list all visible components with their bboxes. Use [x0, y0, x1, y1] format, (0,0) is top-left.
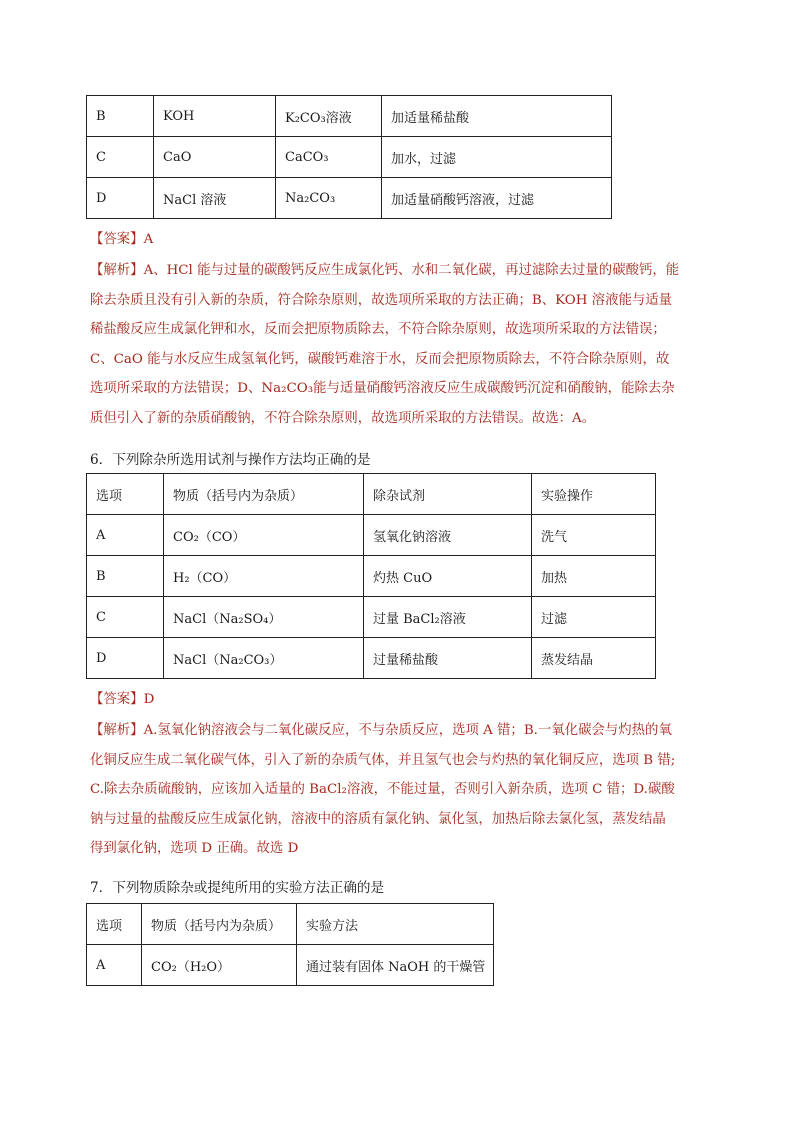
- table-cell: K₂CO₃溶液: [276, 96, 382, 137]
- table-header-cell: 选项: [87, 904, 142, 945]
- table-row: [87, 178, 612, 219]
- table-header-row: [87, 474, 656, 515]
- table-q6-options: [86, 473, 656, 679]
- table-cell: NaCl（Na₂SO₄）: [164, 597, 364, 638]
- table-cell: 过量稀盐酸: [364, 638, 532, 679]
- table-row: [87, 96, 612, 137]
- analysis-line: 化铜反应生成二氧化碳气体，引入了新的杂质气体，并且氢气也会与灼热的氧化铜反应，选项 B 错;: [90, 752, 676, 768]
- table-cell: B: [87, 96, 154, 137]
- table-cell: 灼热 CuO: [364, 556, 532, 597]
- table-cell: CO₂（H₂O）: [142, 945, 297, 986]
- table-cell: 加热: [532, 556, 656, 597]
- analysis-label: 【解析】: [90, 263, 144, 278]
- table-q7-options: [86, 903, 494, 986]
- table-cell: A: [87, 515, 164, 556]
- analysis-line: 质但引入了新的杂质硝酸钠，不符合除杂原则，故选项所采取的方法错误。故选：A。: [90, 410, 596, 426]
- table-header-cell: 除杂试剂: [364, 474, 532, 515]
- table-row: [87, 597, 656, 638]
- answer-label: 【答案】: [90, 232, 144, 247]
- analysis-line: A、HCl 能与过量的碳酸钙反应生成氯化钙、水和二氧化碳，再过滤除去过量的碳酸钙，能: [143, 263, 680, 278]
- table-cell: D: [87, 178, 154, 219]
- table-row: [87, 515, 656, 556]
- table-row: [87, 945, 494, 986]
- analysis-label: 【解析】: [90, 723, 144, 738]
- table-cell: CO₂（CO）: [164, 515, 364, 556]
- analysis-line: C、CaO 能与水反应生成氢氧化钙，碳酸钙难溶于水，反而会把原物质除去，不符合除杂原则，故: [90, 351, 670, 367]
- table-cell: 通过装有固体 NaOH 的干燥管: [297, 945, 494, 986]
- table-cell: B: [87, 556, 164, 597]
- table-cell: NaCl（Na₂CO₃）: [164, 638, 364, 679]
- question-6-stem: 6．下列除杂所选用试剂与操作方法均正确的是: [90, 452, 371, 468]
- table-q5-options: [86, 95, 612, 219]
- table-cell: 过滤: [532, 597, 656, 638]
- analysis-line: A.氢氧化钠溶液会与二氧化碳反应，不与杂质反应，选项 A 错；B.一氧化碳会与灼热的氧: [143, 723, 672, 738]
- table-cell: 氢氧化钠溶液: [364, 515, 532, 556]
- question-7-stem: 7．下列物质除杂或提纯所用的实验方法正确的是: [90, 880, 385, 896]
- table-header-cell: 物质（括号内为杂质）: [164, 474, 364, 515]
- table-row: [87, 137, 612, 178]
- table-row: [87, 638, 656, 679]
- analysis-line: 选项所采取的方法错误；D、Na₂CO₃能与适量硝酸钙溶液反应生成碳酸钙沉淀和硝酸钠，能除去杂: [90, 381, 675, 396]
- table-cell: 加适量硝酸钙溶液，过滤: [382, 178, 612, 219]
- table-cell: H₂（CO）: [164, 556, 364, 597]
- table-cell: 加适量稀盐酸: [382, 96, 612, 137]
- table-header-cell: 实验操作: [532, 474, 656, 515]
- table-cell: C: [87, 597, 164, 638]
- answer-label: 【答案】: [90, 692, 144, 707]
- analysis-line: 除去杂质且没有引入新的杂质，符合除杂原则，故选项所采取的方法正确；B、KOH 溶液能与适量: [90, 292, 673, 308]
- analysis-block-q6: [90, 716, 702, 864]
- table-row: [87, 556, 656, 597]
- analysis-line: 钠与过量的盐酸反应生成氯化钠，溶液中的溶质有氯化钠、氯化氢，加热后除去氯化氢，蒸发结晶: [90, 811, 666, 827]
- table-cell: NaCl 溶液: [154, 178, 276, 219]
- analysis-line: 稀盐酸反应生成氯化钾和水，反而会把原物质除去，不符合除杂原则，故选项所采取的方法错误；: [90, 322, 666, 337]
- table-cell: CaCO₃: [276, 137, 382, 178]
- answer-value: D: [143, 692, 155, 707]
- table-cell: 过量 BaCl₂溶液: [364, 597, 532, 638]
- analysis-line: 得到氯化钠，选项 D 正确。故选 D: [90, 841, 299, 856]
- table-cell: Na₂CO₃: [276, 178, 382, 219]
- table-cell: CaO: [154, 137, 276, 178]
- answer-value: A: [143, 232, 154, 247]
- table-cell: 洗气: [532, 515, 656, 556]
- table-header-row: [87, 904, 494, 945]
- table-header-cell: 实验方法: [297, 904, 494, 945]
- table-cell: C: [87, 137, 154, 178]
- table-header-cell: 选项: [87, 474, 164, 515]
- answer-block-q6: [90, 685, 702, 715]
- analysis-line: C.除去杂质硫酸钠，应该加入适量的 BaCl₂溶液，不能过量，否则引入新杂质，选项 C 错；D.碳酸: [90, 782, 675, 797]
- analysis-block-q5: [90, 256, 702, 433]
- answer-block-q5: [90, 225, 702, 255]
- table-cell: D: [87, 638, 164, 679]
- table-header-cell: 物质（括号内为杂质）: [142, 904, 297, 945]
- table-cell: KOH: [154, 96, 276, 137]
- table-cell: 蒸发结晶: [532, 638, 656, 679]
- table-cell: 加水，过滤: [382, 137, 612, 178]
- table-cell: A: [87, 945, 142, 986]
